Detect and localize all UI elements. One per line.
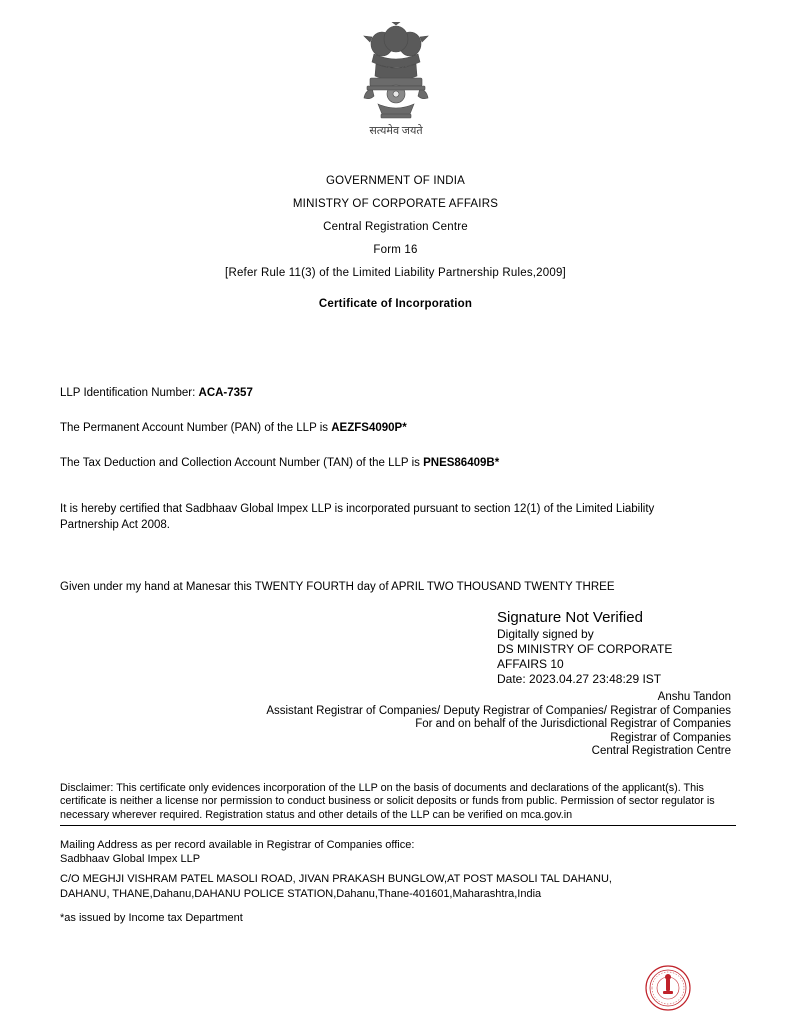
tan-row xyxy=(60,456,750,470)
digital-signature-panel xyxy=(497,608,757,687)
disclaimer-text: Disclaimer: This certificate only evidences incorporation of the LLP on the basis of documents and declarations of the applicant(s). This certificate is neither a license nor permission to conduct business or solicit deposits or funds from public. Permission of sector regulator is necessary wherever required. Registration status and other details of the LLP can be verified on mca.gov.in xyxy=(60,782,736,826)
mailing-address-block xyxy=(60,839,736,866)
signatory-role-line2: For and on behalf of the Jurisdictional Registrar of Companies xyxy=(415,718,731,730)
header-form-number: Form 16 xyxy=(373,244,418,256)
state-emblem-icon xyxy=(348,22,444,146)
llpin-row xyxy=(60,386,750,400)
page-title: Certificate of Incorporation xyxy=(318,298,473,310)
signature-date: Date: 2023.04.27 23:48:29 IST xyxy=(497,672,662,686)
registered-address xyxy=(60,872,736,901)
footnote-text: *as issued by Income tax Department xyxy=(60,912,243,924)
signatory-role-line4: Central Registration Centre xyxy=(591,745,731,757)
header-ministry: MINISTRY OF CORPORATE AFFAIRS xyxy=(292,198,499,210)
signature-signer-line2: AFFAIRS 10 xyxy=(497,657,564,671)
given-under-hand-statement: Given under my hand at Manesar this TWENTY FOURTH day of APRIL TWO THOUSAND TWENTY THREE xyxy=(60,581,615,593)
mailing-address-label: Mailing Address as per record available in Registrar of Companies office: xyxy=(60,839,415,851)
document-header xyxy=(0,170,791,316)
header-crc: Central Registration Centre xyxy=(323,221,468,233)
header-rule-reference: [Refer Rule 11(3) of the Limited Liability Partnership Rules,2009] xyxy=(225,267,566,279)
pan-label: The Permanent Account Number (PAN) of the LLP is xyxy=(60,422,329,434)
ministry-seal-icon xyxy=(645,965,691,1011)
tan-label: The Tax Deduction and Collection Account Number (TAN) of the LLP is xyxy=(60,457,420,469)
certified-statement: It is hereby certified that Sadbhaav Global Impex LLP is incorporated pursuant to section 12(1) of the Limited Liability Partnership Act 2008. xyxy=(60,503,655,531)
signature-signed-by-label: Digitally signed by xyxy=(497,627,594,641)
address-line-1: C/O MEGHJI VISHRAM PATEL MASOLI ROAD, JIVAN PRAKASH BUNGLOW,AT POST MASOLI TAL DAHANU, xyxy=(60,873,612,885)
llpin-label: LLP Identification Number: xyxy=(60,387,196,399)
signatory-block xyxy=(91,691,731,759)
pan-value: AEZFS4090P* xyxy=(331,422,407,434)
signature-status: Signature Not Verified xyxy=(497,609,643,626)
signatory-name: Anshu Tandon xyxy=(657,691,731,703)
emblem-motto: सत्यमेव जयते xyxy=(368,125,423,137)
mailing-entity-name: Sadbhaav Global Impex LLP xyxy=(60,852,201,865)
tan-value: PNES86409B* xyxy=(423,457,500,469)
address-line-2: DAHANU, THANE,Dahanu,DAHANU POLICE STATION,Dahanu,Thane-401601,Maharashtra,India xyxy=(60,887,542,900)
header-government: GOVERNMENT OF INDIA xyxy=(325,175,466,187)
identification-block xyxy=(60,386,750,491)
signatory-role-line3: Registrar of Companies xyxy=(610,731,731,744)
signature-question-mark-icon: ? xyxy=(582,617,613,685)
signatory-role-line1: Assistant Registrar of Companies/ Deputy Registrar of Companies/ Registrar of Companies xyxy=(266,704,731,717)
pan-row xyxy=(60,421,750,435)
llpin-value: ACA-7357 xyxy=(198,387,253,399)
emblem-container xyxy=(0,22,791,151)
signature-signer-line1: DS MINISTRY OF CORPORATE xyxy=(497,642,673,656)
